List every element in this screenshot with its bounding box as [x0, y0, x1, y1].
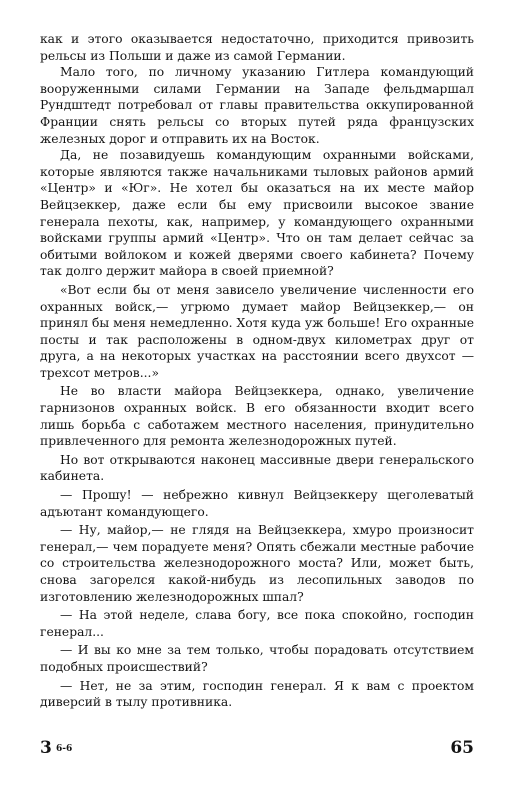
body-text — [40, 31, 474, 711]
signature-number: 3 — [40, 738, 52, 758]
signature-code: 6-6 — [56, 744, 73, 754]
paragraph-6: Но вот открываются наконец массивные двери генеральского кабинета. — [40, 452, 474, 484]
paragraph-9: — На этой неделе, слава богу, все пока спокойно, господин генерал... — [40, 608, 474, 639]
paragraph-5: Не во власти майора Вейцзеккера, однако, увеличение гарнизонов охранных войск. В его обязанности входит всего лишь борьба с саботажем местного населения, принудительно привлеченного для ремонта железнодорожных путей. — [40, 384, 474, 449]
paragraph-7: — Прошу! — небрежно кивнул Вейцзеккеру щеголеватый адъютант командующего. — [40, 488, 474, 519]
paragraph-1: как и этого оказывается недостаточно, приходится привозить рельсы из Польши и даже из самой Германии. — [40, 32, 474, 63]
page-number: 65 — [450, 738, 474, 758]
paragraph-3: Да, не позавидуешь командующим охранными войсками, которые являются также начальниками тыловых районов армий «Центр» и «Юг». Не хотел бы оказаться на их месте майор Вейцзеккер, даже если бы ему присвоили высокое звание генерала пехоты, как, например, у командующего охранными войсками группы армий «Центр». Что он там делает сейчас за обитыми войлоком и кожей дверями своего кабинета? Почему так долго держит майора в своей приемной? — [40, 148, 474, 279]
page-footer — [40, 738, 474, 768]
paragraph-4: «Вот если бы от меня зависело увеличение численности его охранных войск,— угрюмо думает майор Вейцзеккер,— он принял бы меня немедленно. Хотя куда уж больше! Его охранные посты и так расположены в одном-двух километрах друг от друга, а на некоторых участках на расстоянии всего двухсот — трехсот метров...» — [40, 282, 474, 380]
paragraph-11: — Нет, не за этим, господин генерал. Я к вам с проектом диверсий в тылу противника. — [40, 678, 474, 710]
paragraph-10: — И вы ко мне за тем только, чтобы порадовать отсутствием подобных происшествий? — [40, 643, 474, 674]
paragraph-2: Мало того, по личному указанию Гитлера командующий вооруженными силами Германии на Западе фельдмаршал Рундштедт потребовал от главы правительства оккупированной Франции снять рельсы со вторых путей ряда французских железных дорог и отправить их на Восток. — [40, 65, 474, 146]
paragraph-8: — Ну, майор,— не глядя на Вейцзеккера, хмуро произносит генерал,— чем порадуете меня? Опять сбежали местные рабочие со строительства железнодорожного моста? Или, может быть, снова загорелся какой-нибудь из лесопильных заводов по изготовлению железнодорожных шпал? — [40, 523, 474, 604]
